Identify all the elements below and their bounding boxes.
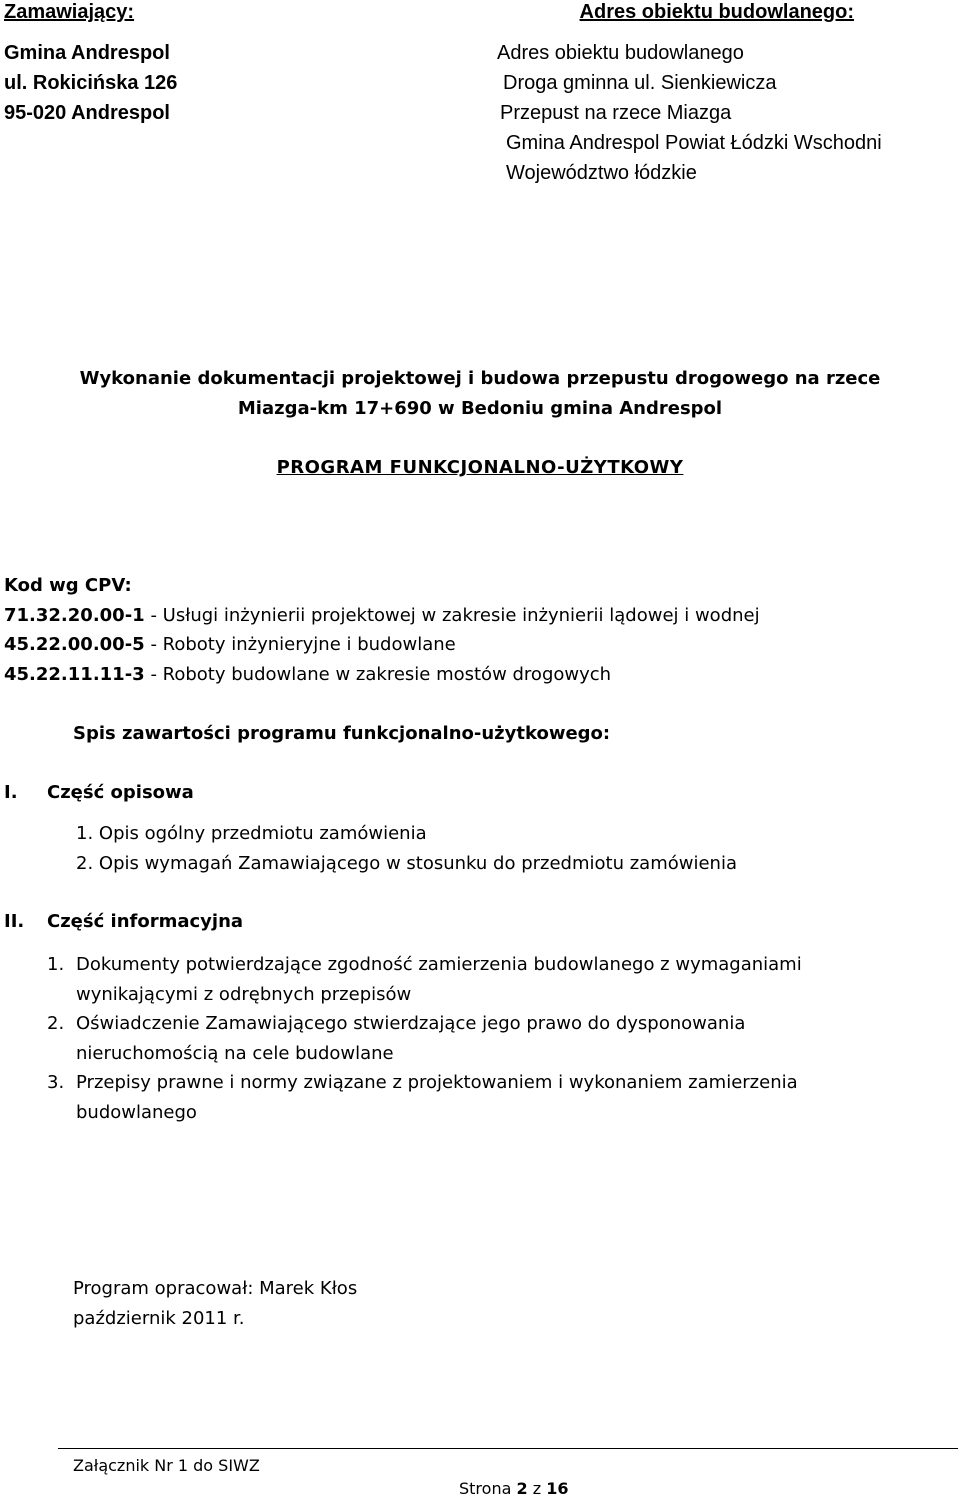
toc-part1-item: 1. Opis ogólny przedmiotu zamówienia xyxy=(76,823,427,844)
toc-part2-item-line: budowlanego xyxy=(76,1102,197,1123)
toc-heading: Spis zawartości programu funkcjonalno-użytkowego: xyxy=(73,723,611,744)
page-number xyxy=(459,1478,568,1500)
orderer-city: 95-020 Andrespol xyxy=(4,102,170,124)
project-title-line1: Wykonanie dokumentacji projektowej i budowa przepustu drogowego na rzece xyxy=(79,368,881,389)
toc-part2-item-line: Dokumenty potwierdzające zgodność zamierzenia budowlanego z wymaganiami xyxy=(76,954,802,975)
site-heading: Adres obiektu budowlanego: xyxy=(579,1,854,23)
cpv-code: 45.22.00.00-5 xyxy=(4,634,145,655)
cpv-desc: - Usługi inżynierii projektowej w zakresie inżynierii lądowej i wodnej xyxy=(144,605,760,626)
footer-attachment: Załącznik Nr 1 do SIWZ xyxy=(73,1456,260,1475)
cpv-row xyxy=(4,630,456,660)
toc-part2-item-line: Przepisy prawne i normy związane z projektowaniem i wykonaniem zamierzenia xyxy=(76,1072,798,1093)
orderer-street: ul. Rokicińska 126 xyxy=(4,72,178,94)
toc-part2-item-line: Oświadczenie Zamawiającego stwierdzające jego prawo do dysponowania xyxy=(76,1013,746,1034)
cpv-code: 45.22.11.11-3 xyxy=(4,664,145,685)
author-line: Program opracował: Marek Kłos xyxy=(73,1278,358,1299)
toc-part2-item-line: nieruchomością na cele budowlane xyxy=(76,1043,394,1064)
toc-part2-number: II. xyxy=(4,911,25,932)
project-title-line2: Miazga-km 17+690 w Bedoniu gmina Andrespol xyxy=(237,398,723,419)
toc-part2-item-number: 2. xyxy=(47,1013,65,1034)
orderer-name: Gmina Andrespol xyxy=(4,42,170,64)
cpv-row xyxy=(4,601,760,631)
cpv-heading: Kod wg CPV: xyxy=(4,575,132,596)
footer-divider xyxy=(58,1448,958,1449)
cpv-desc: - Roboty budowlane w zakresie mostów drogowych xyxy=(144,664,612,685)
toc-part2-title: Część informacyjna xyxy=(47,911,244,932)
cpv-code: 71.32.20.00-1 xyxy=(4,605,145,626)
site-line5: Województwo łódzkie xyxy=(506,162,697,184)
page-separator: z xyxy=(527,1479,547,1498)
date-line: październik 2011 r. xyxy=(73,1308,245,1329)
page-current: 2 xyxy=(516,1479,528,1498)
site-line1: Adres obiektu budowlanego xyxy=(497,42,744,64)
page-total: 16 xyxy=(546,1479,569,1498)
toc-part2-item-number: 3. xyxy=(47,1072,65,1093)
orderer-heading: Zamawiający: xyxy=(4,1,135,23)
toc-part2-item-number: 1. xyxy=(47,954,65,975)
cpv-row xyxy=(4,660,611,690)
page-prefix: Strona xyxy=(459,1479,517,1498)
cpv-desc: - Roboty inżynieryjne i budowlane xyxy=(144,634,456,655)
toc-part1-number: I. xyxy=(4,782,18,803)
toc-part1-item: 2. Opis wymagań Zamawiającego w stosunku do przedmiotu zamówienia xyxy=(76,853,737,874)
site-line4: Gmina Andrespol Powiat Łódzki Wschodni xyxy=(506,132,882,154)
toc-part2-item-line: wynikającymi z odrębnych przepisów xyxy=(76,984,412,1005)
site-line3: Przepust na rzece Miazga xyxy=(500,102,732,124)
site-line2: Droga gminna ul. Sienkiewicza xyxy=(503,72,777,94)
toc-part1-title: Część opisowa xyxy=(47,782,194,803)
program-title: PROGRAM FUNKCJONALNO-UŻYTKOWY xyxy=(276,457,684,478)
